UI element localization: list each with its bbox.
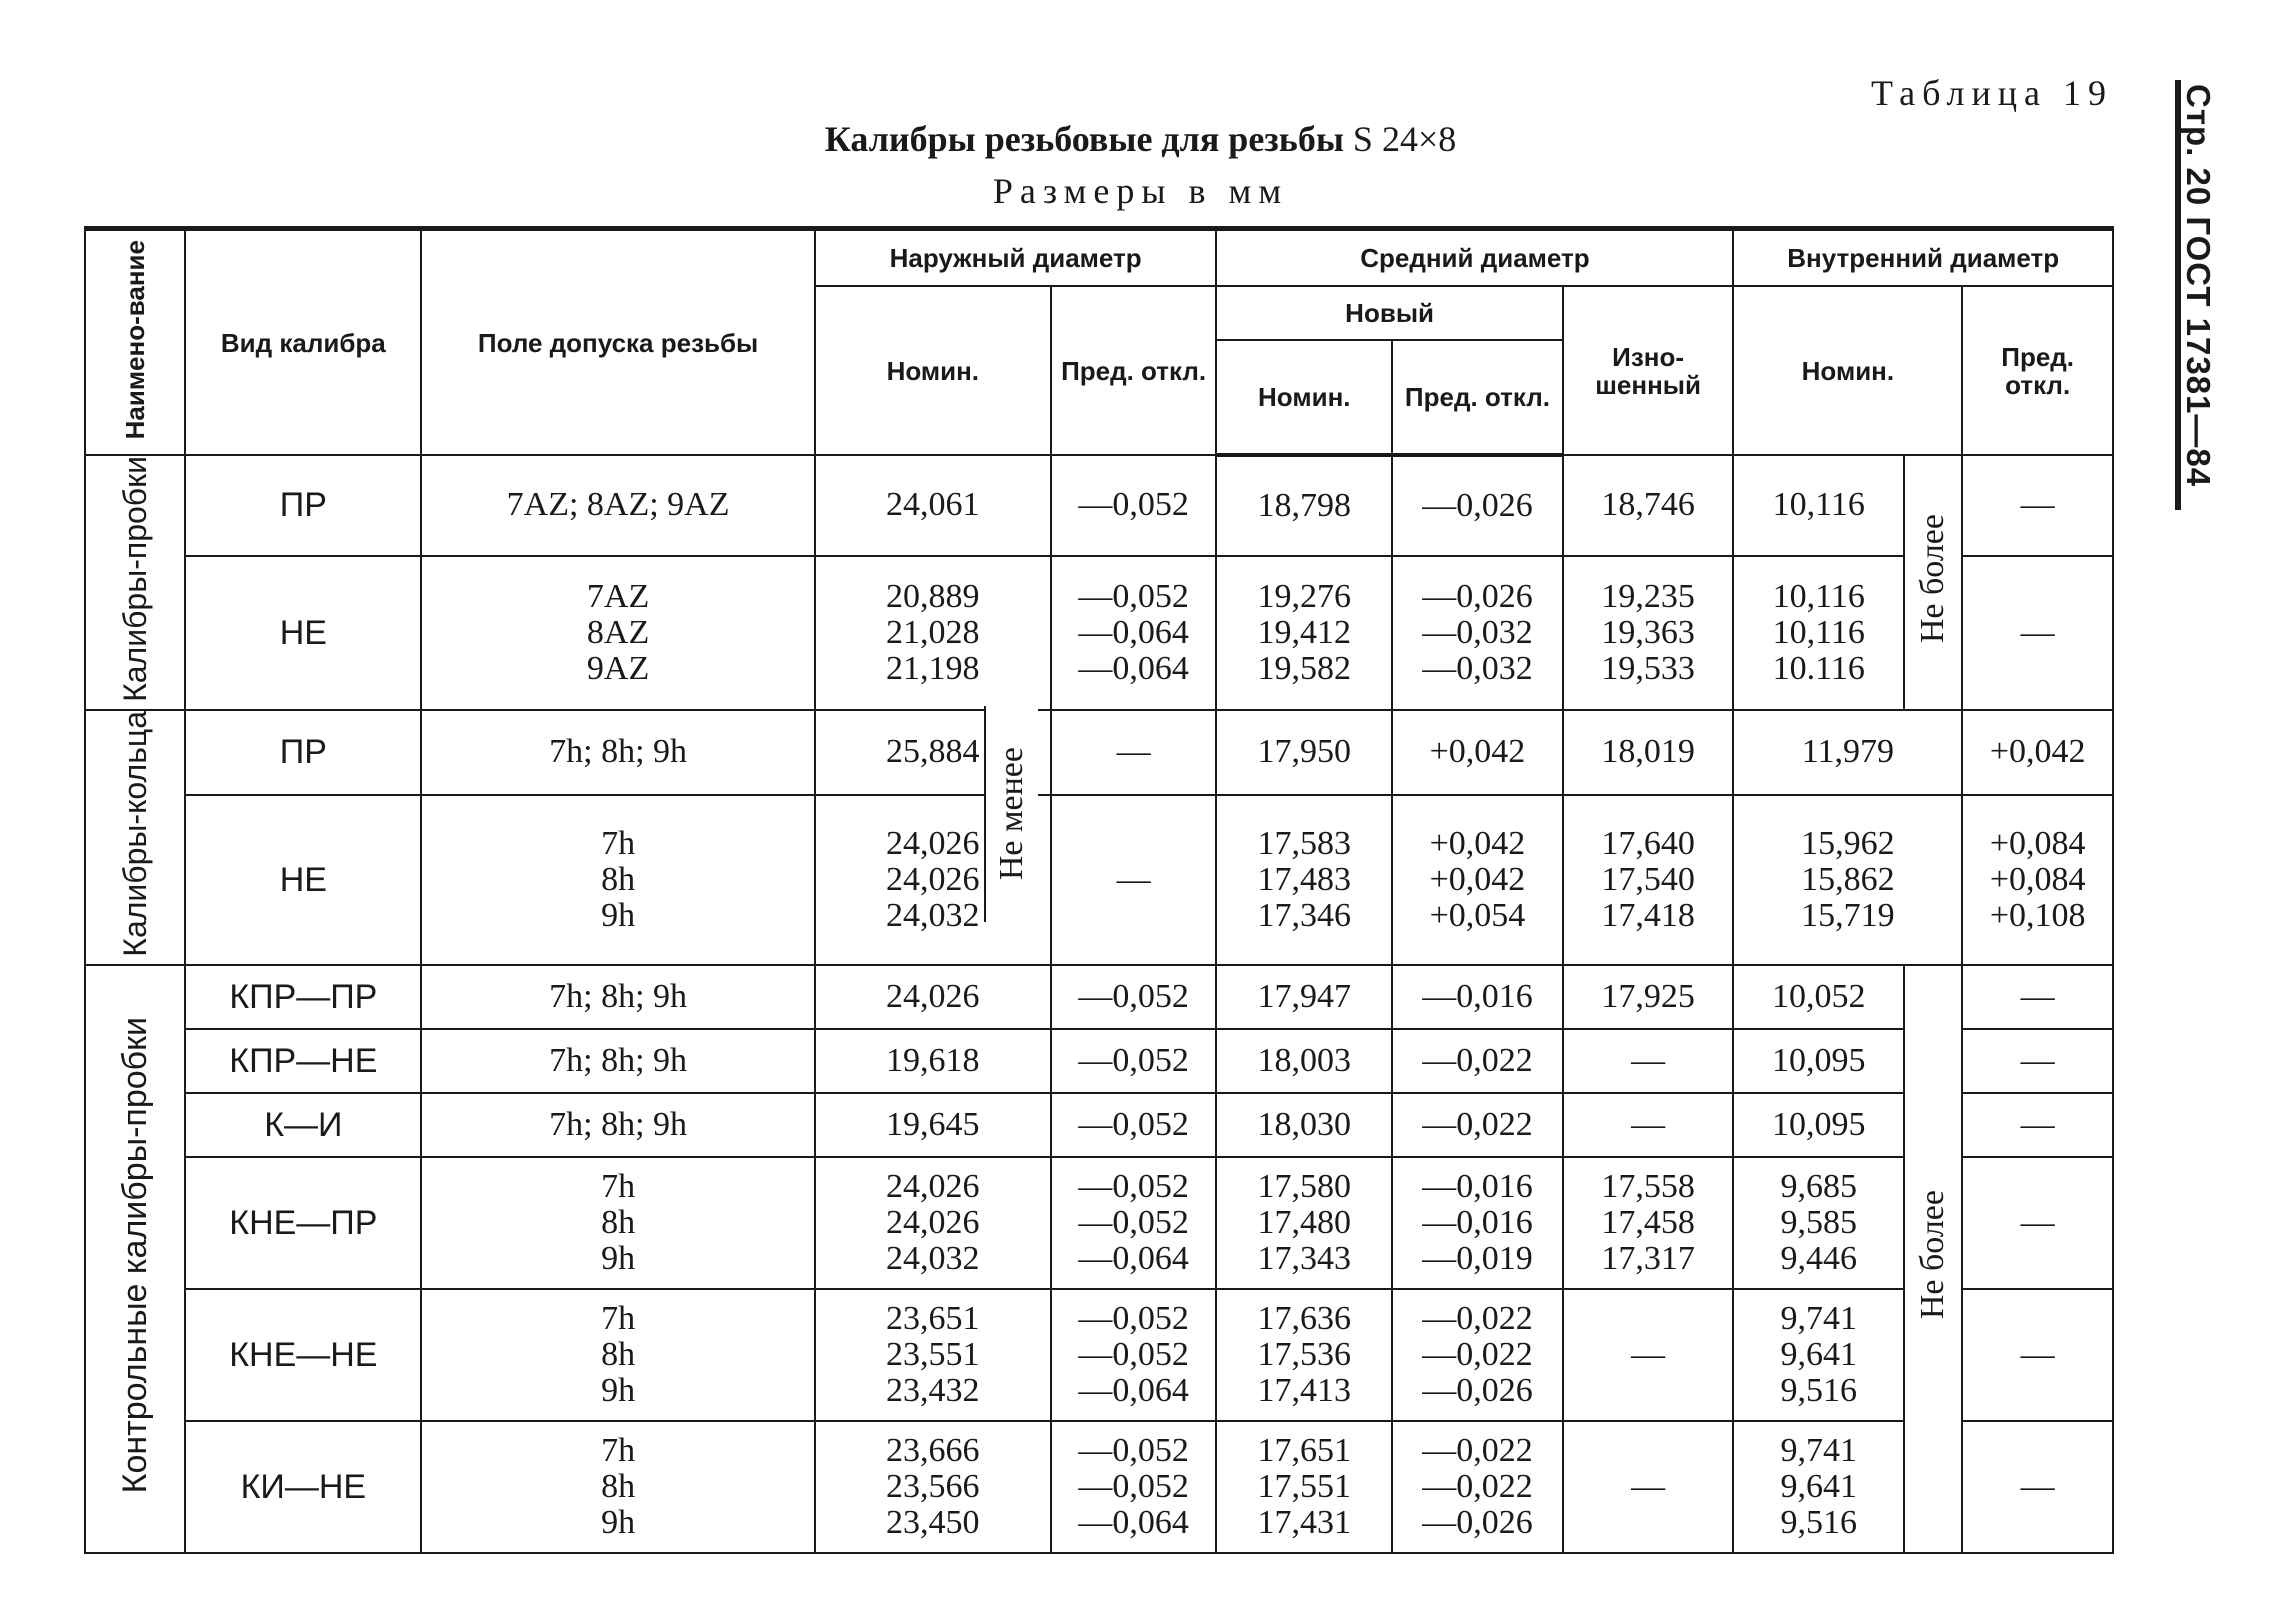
inner-deviation: — — [1962, 1421, 2113, 1553]
inner-nominal: 10,095 — [1733, 1093, 1904, 1157]
middle-deviation: —0,022 —0,022 —0,026 — [1392, 1421, 1563, 1553]
inner-deviation: — — [1962, 1093, 2113, 1157]
tolerance-field: 7h 8h 9h — [421, 1157, 815, 1289]
group-plugs: Калибры-пробки — [85, 455, 185, 710]
col-outer-diameter: Наружный диаметр — [815, 229, 1217, 287]
no-more-note: Не более — [1904, 455, 1962, 710]
inner-deviation: — — [1962, 455, 2113, 556]
tolerance-field: 7AZ 8AZ 9AZ — [421, 556, 815, 710]
no-less-note: Не менее — [984, 706, 1038, 922]
gauge-type: ПР — [185, 710, 421, 795]
outer-deviation: —0,052 — [1051, 1093, 1217, 1157]
col-outer-deviation: Пред. откл. — [1051, 286, 1217, 455]
outer-nominal: 24,026 — [815, 965, 1051, 1029]
middle-worn: — — [1563, 1289, 1734, 1421]
inner-deviation: — — [1962, 965, 2113, 1029]
gauge-type: КПР—ПР — [185, 965, 421, 1029]
middle-worn: — — [1563, 1093, 1734, 1157]
middle-deviation: —0,022 —0,022 —0,026 — [1392, 1289, 1563, 1421]
middle-deviation: —0,026 — [1392, 455, 1563, 556]
group-rings: Калибры-кольца — [85, 710, 185, 965]
inner-deviation: — — [1962, 1157, 2113, 1289]
middle-nominal: 19,276 19,412 19,582 — [1216, 556, 1392, 710]
outer-nominal: 19,645 — [815, 1093, 1051, 1157]
outer-nominal: 24,026 24,026 24,032 — [815, 795, 1051, 965]
table-row — [85, 1289, 2113, 1421]
tolerance-field: 7h 8h 9h — [421, 1289, 815, 1421]
outer-deviation: —0,052 —0,052 —0,064 — [1051, 1157, 1217, 1289]
col-middle-new-nominal: Номин. — [1216, 340, 1392, 455]
middle-deviation: —0,016 —0,016 —0,019 — [1392, 1157, 1563, 1289]
outer-nominal: 19,618 — [815, 1029, 1051, 1093]
inner-deviation: — — [1962, 1289, 2113, 1421]
inner-nominal: 11,979 — [1733, 710, 1962, 795]
table-number: Таблица 19 — [1871, 73, 2113, 113]
outer-deviation: —0,052 —0,052 —0,064 — [1051, 1289, 1217, 1421]
middle-nominal: 17,947 — [1216, 965, 1392, 1029]
outer-deviation: — — [1051, 710, 1217, 795]
middle-worn: 17,640 17,540 17,418 — [1563, 795, 1734, 965]
outer-deviation: —0,052 —0,052 —0,064 — [1051, 1421, 1217, 1553]
middle-deviation: —0,022 — [1392, 1093, 1563, 1157]
middle-worn: 18,746 — [1563, 455, 1734, 556]
gauge-type: К—И — [185, 1093, 421, 1157]
inner-nominal: 9,685 9,585 9,446 — [1733, 1157, 1904, 1289]
no-more-note: Не более — [1904, 965, 1962, 1553]
tolerance-field: 7h; 8h; 9h — [421, 1029, 815, 1093]
middle-worn: — — [1563, 1421, 1734, 1553]
table-row — [85, 795, 2113, 965]
tolerance-field: 7h; 8h; 9h — [421, 1093, 815, 1157]
middle-nominal: 18,030 — [1216, 1093, 1392, 1157]
side-page-header — [2175, 80, 2231, 520]
outer-nominal: 23,651 23,551 23,432 — [815, 1289, 1051, 1421]
table-row — [85, 556, 2113, 710]
outer-deviation: —0,052 —0,064 —0,064 — [1051, 556, 1217, 710]
col-middle-worn: Изно-шенный — [1563, 286, 1734, 455]
gauge-type: КИ—НЕ — [185, 1421, 421, 1553]
gauge-type: ПР — [185, 455, 421, 556]
col-middle-new-deviation: Пред. откл. — [1392, 340, 1563, 455]
table-row — [85, 1029, 2113, 1093]
table-row — [85, 455, 2113, 556]
middle-worn: 19,235 19,363 19,533 — [1563, 556, 1734, 710]
inner-nominal: 10,052 — [1733, 965, 1904, 1029]
col-inner-nominal: Номин. — [1733, 286, 1962, 455]
outer-nominal: 25,884 — [815, 710, 1051, 795]
col-gauge-type: Вид калибра — [185, 229, 421, 456]
middle-deviation: —0,016 — [1392, 965, 1563, 1029]
col-tolerance-field: Поле допуска резьбы — [421, 229, 815, 456]
gauge-type: КНЕ—НЕ — [185, 1289, 421, 1421]
inner-nominal: 10,116 — [1733, 455, 1904, 556]
middle-worn: — — [1563, 1029, 1734, 1093]
tolerance-field: 7AZ; 8AZ; 9AZ — [421, 455, 815, 556]
gauge-type: НЕ — [185, 556, 421, 710]
gauge-type: КНЕ—ПР — [185, 1157, 421, 1289]
gauge-type: КПР—НЕ — [185, 1029, 421, 1093]
thread-designation: S 24×8 — [1352, 119, 1457, 159]
middle-nominal: 17,583 17,483 17,346 — [1216, 795, 1392, 965]
outer-nominal: 23,666 23,566 23,450 — [815, 1421, 1051, 1553]
table-row — [85, 965, 2113, 1029]
table-row — [85, 1157, 2113, 1289]
outer-nominal: 24,026 24,026 24,032 — [815, 1157, 1051, 1289]
middle-deviation: +0,042 +0,042 +0,054 — [1392, 795, 1563, 965]
title-text: Калибры резьбовые для резьбы — [824, 119, 1344, 159]
inner-deviation: — — [1962, 556, 2113, 710]
col-inner-diameter: Внутренний диаметр — [1733, 229, 2113, 287]
gauge-table — [84, 226, 2114, 1554]
col-name: Наимено-вание — [85, 229, 185, 456]
table-row — [85, 1421, 2113, 1553]
outer-deviation: — — [1051, 795, 1217, 965]
col-outer-nominal: Номин. — [815, 286, 1051, 455]
middle-nominal: 18,003 — [1216, 1029, 1392, 1093]
inner-deviation: +0,084 +0,084 +0,108 — [1962, 795, 2113, 965]
middle-nominal: 17,636 17,536 17,413 — [1216, 1289, 1392, 1421]
outer-nominal: 24,061 — [815, 455, 1051, 556]
inner-nominal: 10,095 — [1733, 1029, 1904, 1093]
header-row-1 — [85, 229, 2113, 287]
middle-deviation: —0,022 — [1392, 1029, 1563, 1093]
middle-worn: 17,558 17,458 17,317 — [1563, 1157, 1734, 1289]
table-row — [85, 1093, 2113, 1157]
tolerance-field: 7h; 8h; 9h — [421, 710, 815, 795]
middle-nominal: 17,950 — [1216, 710, 1392, 795]
side-page-reference: Стр. 20 ГОСТ 17381—84 — [2180, 84, 2217, 488]
middle-deviation: +0,042 — [1392, 710, 1563, 795]
middle-worn: 18,019 — [1563, 710, 1734, 795]
tolerance-field: 7h 8h 9h — [421, 1421, 815, 1553]
col-middle-diameter: Средний диаметр — [1216, 229, 1733, 287]
middle-worn: 17,925 — [1563, 965, 1734, 1029]
units-caption: Размеры в мм — [992, 171, 1289, 211]
outer-deviation: —0,052 — [1051, 455, 1217, 556]
inner-deviation: — — [1962, 1029, 2113, 1093]
table-row — [85, 710, 2113, 795]
table-title — [0, 118, 2281, 160]
outer-deviation: —0,052 — [1051, 1029, 1217, 1093]
middle-nominal: 18,798 — [1216, 455, 1392, 556]
col-middle-new: Новый — [1216, 286, 1562, 340]
inner-nominal: 10,116 10,116 10.116 — [1733, 556, 1904, 710]
tolerance-field: 7h; 8h; 9h — [421, 965, 815, 1029]
middle-nominal: 17,651 17,551 17,431 — [1216, 1421, 1392, 1553]
outer-nominal: 20,889 21,028 21,198 — [815, 556, 1051, 710]
tolerance-field: 7h 8h 9h — [421, 795, 815, 965]
outer-deviation: —0,052 — [1051, 965, 1217, 1029]
group-control-plugs: Контрольные калибры-пробки — [85, 965, 185, 1553]
col-inner-deviation: Пред. откл. — [1962, 286, 2113, 455]
inner-nominal: 15,962 15,862 15,719 — [1733, 795, 1962, 965]
inner-nominal: 9,741 9,641 9,516 — [1733, 1421, 1904, 1553]
gauge-type: НЕ — [185, 795, 421, 965]
inner-nominal: 9,741 9,641 9,516 — [1733, 1289, 1904, 1421]
inner-deviation: +0,042 — [1962, 710, 2113, 795]
middle-nominal: 17,580 17,480 17,343 — [1216, 1157, 1392, 1289]
middle-deviation: —0,026 —0,032 —0,032 — [1392, 556, 1563, 710]
